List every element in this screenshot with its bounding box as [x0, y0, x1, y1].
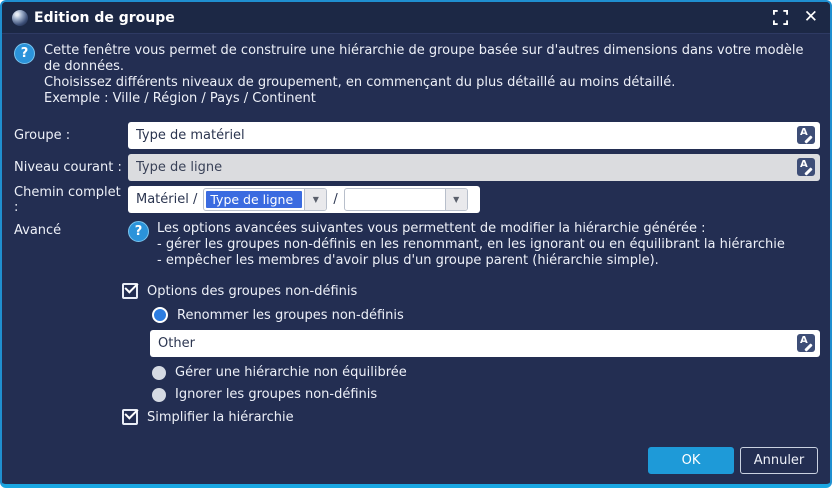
- advanced-desc-line-3: - empêcher les membres d'avoir plus d'un groupe parent (hiérarchie simple).: [157, 253, 659, 268]
- rename-radio[interactable]: [152, 307, 168, 323]
- ok-button[interactable]: OK: [648, 447, 734, 474]
- help-icon: ?: [128, 221, 149, 242]
- level2-combobox[interactable]: [344, 188, 468, 211]
- undefined-groups-option: [122, 283, 820, 299]
- level1-combobox[interactable]: [203, 188, 327, 211]
- path-prefix: Matériel /: [136, 192, 198, 207]
- advanced-section: [14, 221, 820, 433]
- group-row: [14, 122, 820, 149]
- advanced-description-text: [157, 221, 785, 269]
- simplify-option: [122, 409, 820, 425]
- advanced-desc-line-1: Les options avancées suivantes vous permettent de modifier la hiérarchie générée :: [157, 221, 706, 236]
- full-path-field: [128, 186, 480, 213]
- advanced-description: [128, 221, 820, 269]
- current-level-row: [14, 154, 820, 181]
- group-field: [128, 122, 820, 149]
- expand-icon[interactable]: [773, 10, 788, 25]
- intro-line-2: Choisissez différents niveaux de groupement, en commençant du plus détaillé au moins détaillé.: [44, 75, 676, 90]
- translate-icon[interactable]: A: [797, 126, 815, 144]
- dialog-footer: [648, 447, 818, 474]
- intro-line-3: Exemple : Ville / Région / Pays / Continent: [44, 91, 316, 106]
- level1-selected-value: Type de ligne: [206, 191, 302, 208]
- intro-note: [14, 43, 820, 107]
- cancel-button[interactable]: Annuler: [740, 447, 818, 474]
- current-level-input: [128, 154, 820, 181]
- advanced-content: [128, 221, 820, 433]
- ignore-radio[interactable]: [152, 388, 166, 402]
- full-path-label: Chemin complet :: [14, 184, 121, 215]
- unbalanced-radio[interactable]: [152, 366, 166, 380]
- rename-option: [152, 307, 820, 323]
- close-icon[interactable]: ✕: [803, 7, 818, 27]
- full-path-row: [14, 186, 820, 213]
- simplify-checkbox[interactable]: [122, 409, 138, 425]
- group-label: Groupe :: [14, 128, 71, 143]
- dropdown-arrow-icon[interactable]: ▼: [304, 189, 326, 210]
- translate-icon[interactable]: A: [797, 334, 815, 352]
- group-sphere-icon: [12, 10, 28, 26]
- advanced-label: Avancé: [14, 223, 62, 238]
- unbalanced-label[interactable]: Gérer une hiérarchie non équilibrée: [175, 365, 407, 380]
- advanced-desc-line-2: - gérer les groupes non-définis en les renommant, en les ignorant ou en équilibrant la hiérarchie: [157, 237, 785, 252]
- level2-selected-value: [347, 191, 443, 208]
- simplify-label[interactable]: Simplifier la hiérarchie: [147, 409, 294, 425]
- intro-line-1: Cette fenêtre vous permet de construire une hiérarchie de groupe basée sur d'autres dimensions dans votre modèle de données.: [44, 43, 804, 74]
- group-input[interactable]: [128, 122, 820, 149]
- window-controls: [773, 9, 818, 26]
- rename-value-field: [150, 330, 820, 357]
- dropdown-arrow-icon[interactable]: ▼: [445, 189, 467, 210]
- intro-text: [44, 43, 820, 107]
- undefined-groups-label[interactable]: Options des groupes non-définis: [147, 283, 358, 299]
- rename-label[interactable]: Renommer les groupes non-définis: [177, 307, 404, 323]
- ignore-label[interactable]: Ignorer les groupes non-définis: [175, 387, 378, 402]
- translate-icon[interactable]: A: [797, 158, 815, 176]
- dialog-body: [2, 34, 830, 433]
- titlebar: [2, 2, 830, 34]
- current-level-field: [128, 154, 820, 181]
- current-level-label: Niveau courant :: [14, 160, 122, 175]
- unbalanced-option: [152, 365, 820, 380]
- ignore-option: [152, 387, 820, 402]
- rename-value-input[interactable]: [150, 330, 820, 357]
- dialog-title: Edition de groupe: [34, 9, 175, 26]
- help-icon: ?: [14, 43, 35, 64]
- path-separator: /: [333, 192, 338, 207]
- undefined-groups-checkbox[interactable]: [122, 283, 138, 299]
